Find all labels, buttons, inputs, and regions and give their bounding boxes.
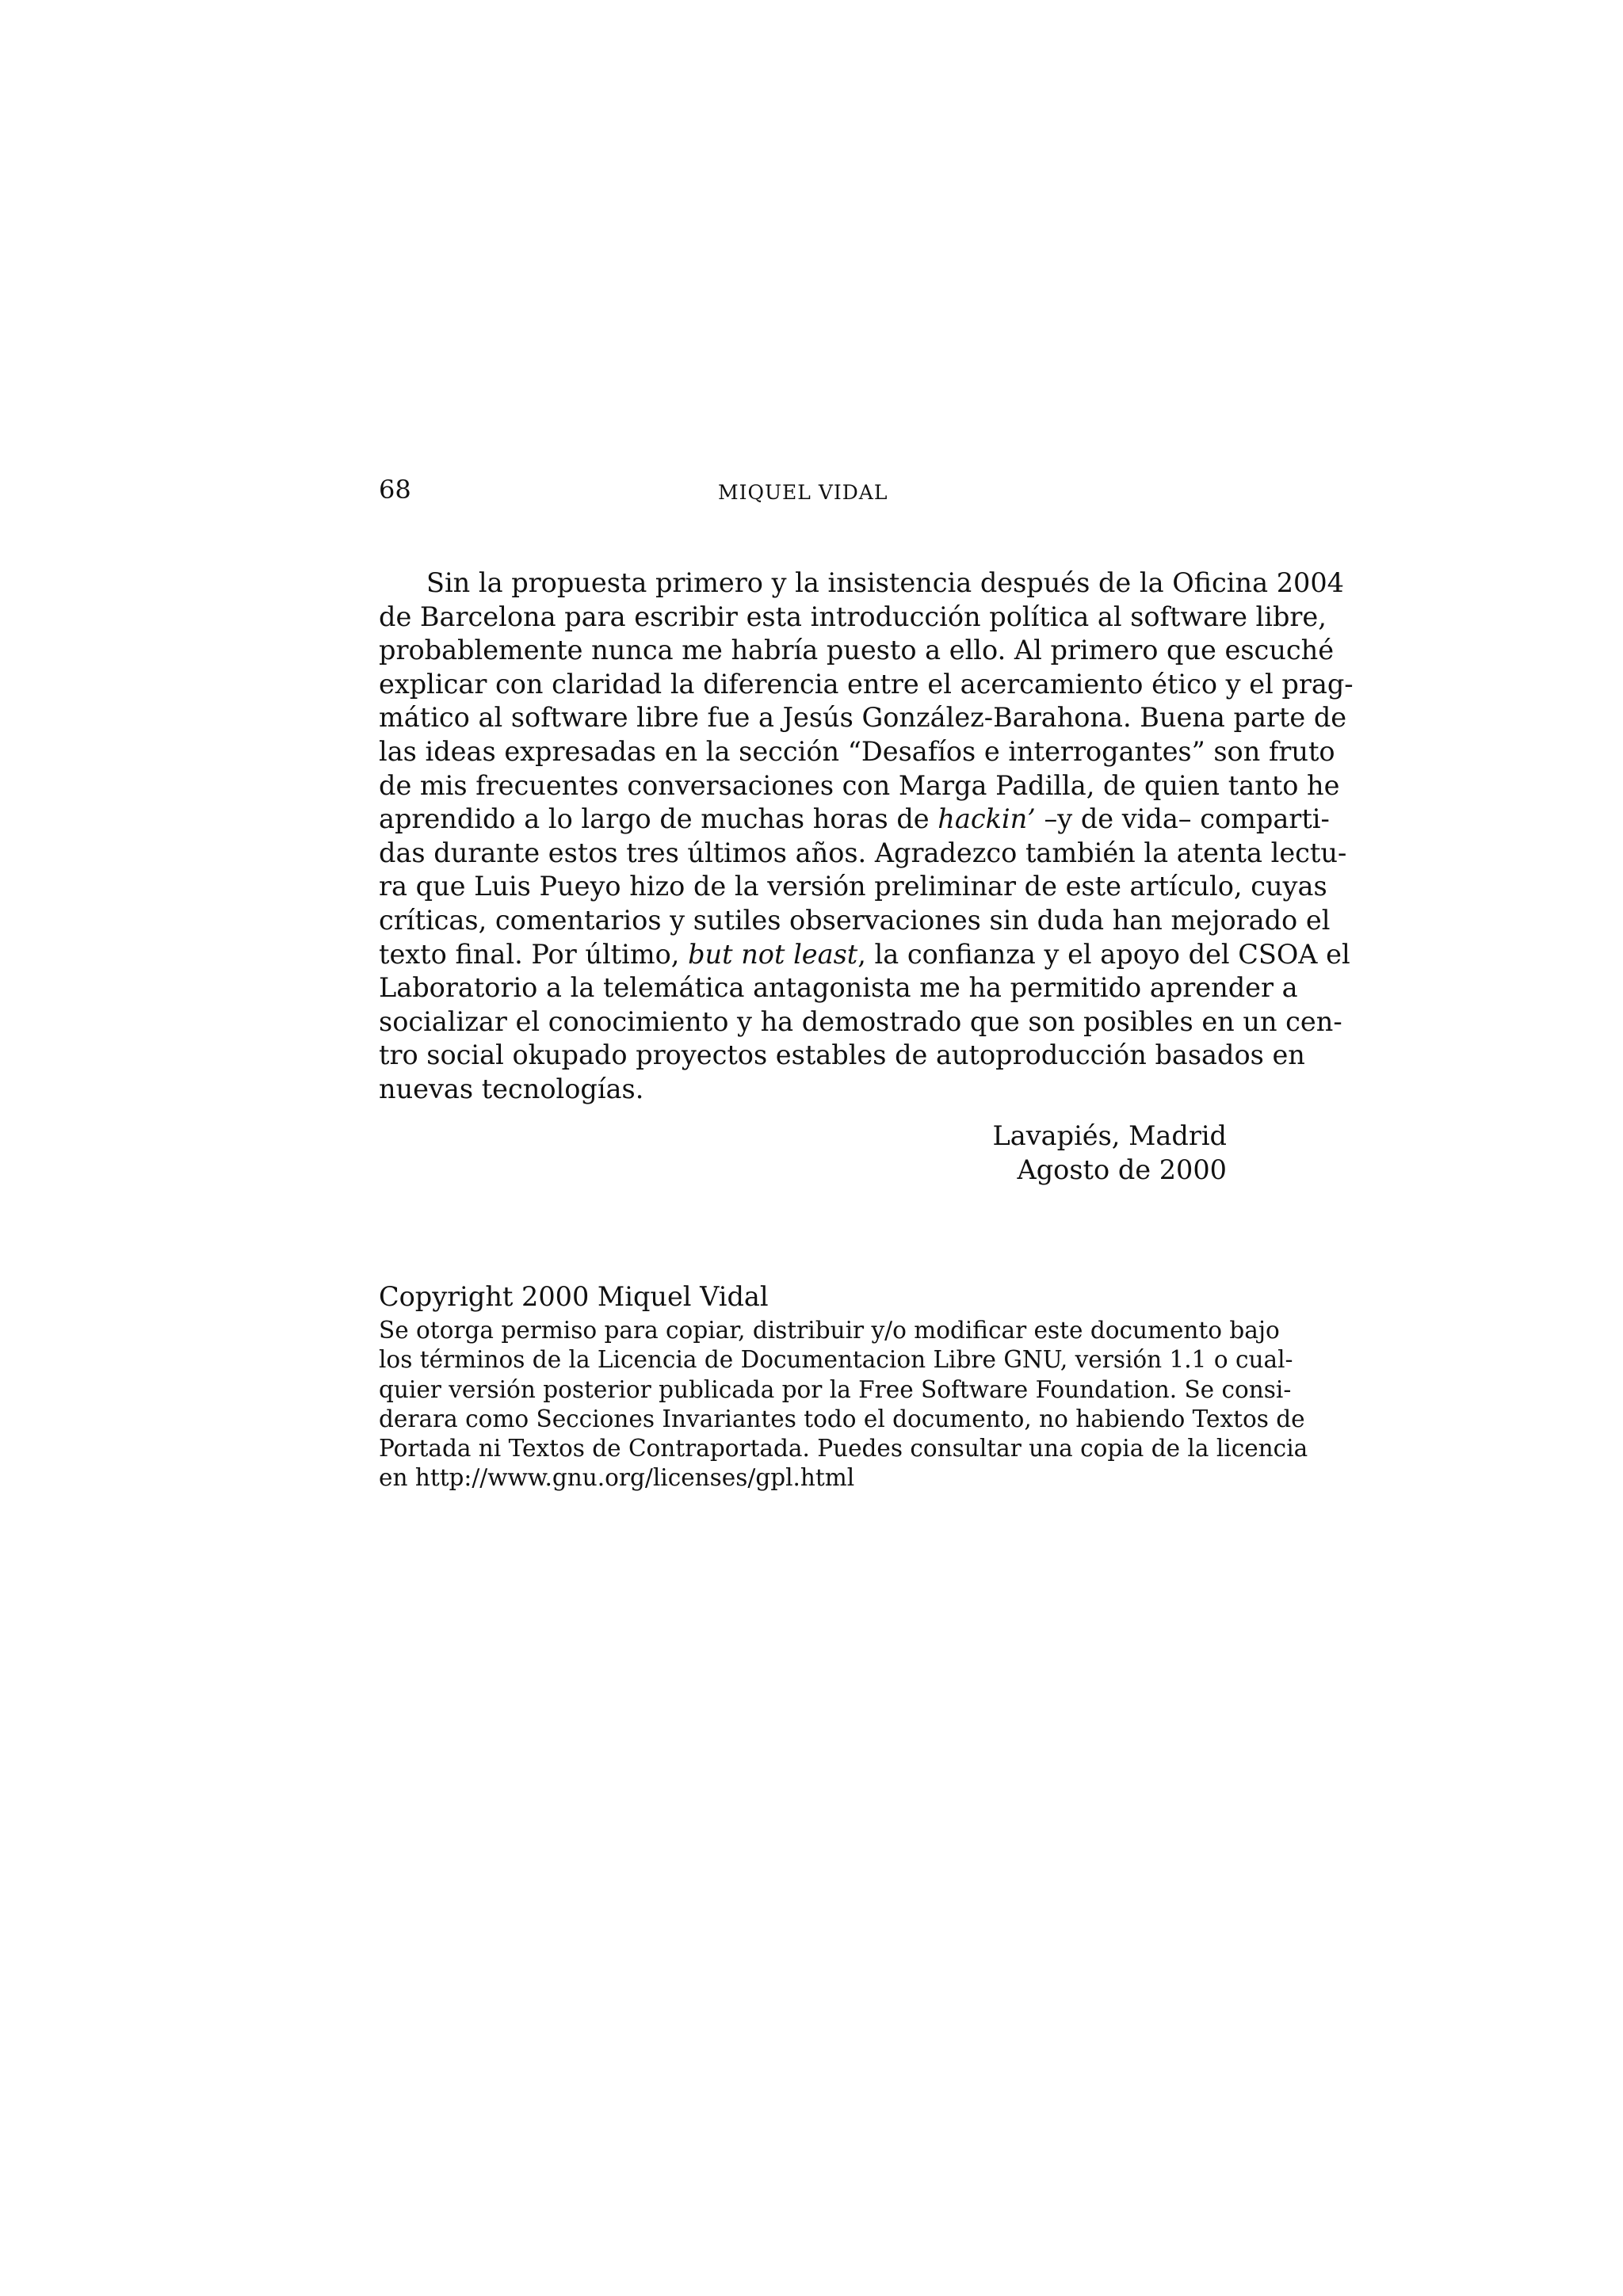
copyright-heading: Copyright 2000 Miquel Vidal [379, 1281, 769, 1312]
paragraph-line: de Barcelona para escribir esta introducción política al software libre, [379, 601, 1327, 632]
line-text: , la confianza y el apoyo del CSOA el [857, 938, 1350, 970]
paragraph-line: de mis frecuentes conversaciones con Marga Padilla, de quien tanto he [379, 769, 1340, 801]
paragraph-line: las ideas expresadas en la sección “Desafíos e interrogantes” son fruto [379, 735, 1335, 767]
line-text: –y de vida– comparti- [1035, 803, 1330, 835]
license-line: Se otorga permiso para copiar, distribuir y/o modificar este documento bajo [379, 1317, 1280, 1344]
paragraph-line: socializar el conocimiento y ha demostrado que son posibles en un cen- [379, 1005, 1342, 1037]
signature-date: Agosto de 2000 [1017, 1154, 1227, 1185]
paragraph-line: probablemente nunca me habría puesto a ello. Al primero que escuché [379, 635, 1335, 666]
license-line: derara como Secciones Invariantes todo el documento, no habiendo Textos de [379, 1405, 1305, 1432]
signature-block [993, 1119, 1227, 1187]
license-line: en http://www.gnu.org/licenses/gpl.html [379, 1464, 855, 1492]
running-head: MIQUEL VIDAL [718, 481, 888, 504]
paragraph-line: ra que Luis Pueyo hizo de la versión preliminar de este artículo, cuyas [379, 871, 1327, 902]
line-text: texto final. Por último, [379, 938, 689, 970]
acknowledgements-paragraph [379, 566, 1354, 1107]
page-number: 68 [379, 475, 411, 505]
paragraph-line [379, 938, 1350, 972]
paragraph-line: mático al software libre fue a Jesús González-Barahona. Buena parte de [379, 702, 1347, 734]
signature-place: Lavapiés, Madrid [992, 1120, 1227, 1151]
paragraph-line: Sin la propuesta primero y la insistencia después de la Oficina 2004 [426, 567, 1344, 598]
paragraph-line: críticas, comentarios y sutiles observaciones sin duda han mejorado el [379, 904, 1331, 936]
italic-term: hackin’ [938, 803, 1036, 835]
license-line: Portada ni Textos de Contraportada. Puedes consultar una copia de la licencia [379, 1435, 1308, 1463]
paragraph-line: explicar con claridad la diferencia entre el acercamiento ético y el prag- [379, 668, 1354, 700]
paragraph-line: Laboratorio a la telemática antagonista me ha permitido aprender a [379, 972, 1298, 1004]
license-line: los términos de la Licencia de Documentacion Libre GNU, versión 1.1 o cual- [379, 1346, 1293, 1374]
paragraph-line: das durante estos tres últimos años. Agradezco también la atenta lectu- [379, 837, 1347, 868]
paragraph-line [379, 803, 1330, 837]
paragraph-line: tro social okupado proyectos estables de autoproducción basados en [379, 1039, 1305, 1071]
license-line: quier versión posterior publicada por la Free Software Foundation. Se consi- [379, 1375, 1292, 1403]
paragraph-line: nuevas tecnologías. [379, 1073, 644, 1104]
license-paragraph [379, 1316, 1308, 1493]
italic-term: but not least [688, 938, 858, 970]
line-text: aprendido a lo largo de muchas horas de [379, 803, 938, 835]
